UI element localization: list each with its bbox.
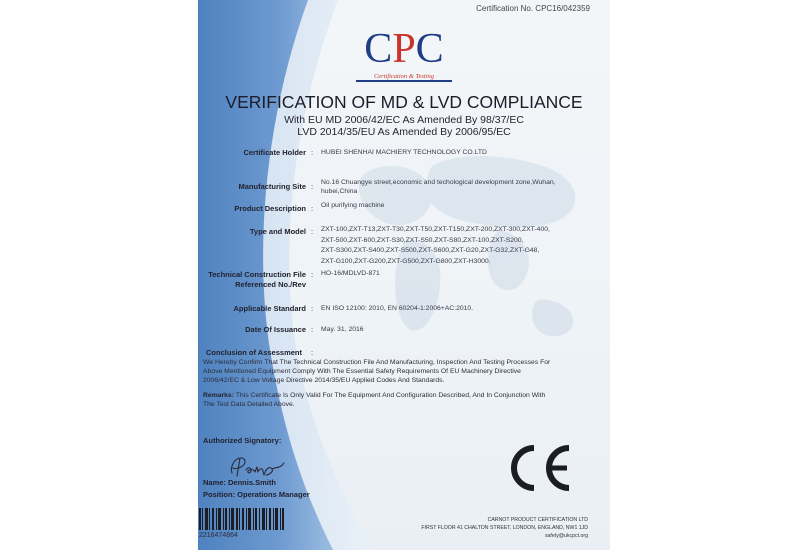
certificate-number: Certification No. CPC16/042359 xyxy=(476,4,590,13)
product-description-value: Oil purifying machine xyxy=(321,202,385,209)
colon: : xyxy=(311,348,314,357)
product-description-label: Product Description xyxy=(234,204,306,213)
logo-letter-c1: C xyxy=(364,26,393,72)
manufacturing-site-label: Manufacturing Site xyxy=(238,182,306,191)
signatory-name: Name: Dennis.Smith xyxy=(203,478,276,487)
value-line: ZXT-G100,ZXT-G200,ZXT-G500,ZXT-G800,ZXT-H3000. xyxy=(321,257,491,265)
certificate-holder-value: HUBEI SHENHAI MACHIERY TECHNOLOGY CO.LTD xyxy=(321,149,487,156)
colon: : xyxy=(311,227,314,236)
conclusion-line: Above Mentioned Equipment Comply With The Essential Safety Requirements Of EU Machinery Directive xyxy=(203,368,521,375)
conclusion-line: We Hereby Confirm That The Technical Construction File And Manufacturing, Inspection And Testing Processes For xyxy=(203,359,551,366)
subtitle-line: With EU MD 2006/42/EC As Amended By 98/37/EC xyxy=(284,114,524,126)
issuer-footer xyxy=(421,516,588,540)
signature-image xyxy=(226,453,288,481)
barcode-number: 2216474864 xyxy=(199,532,238,539)
manufacturing-site-value xyxy=(321,178,556,196)
value-line: ZXT-S300,ZXT-S400,ZXT-S500,ZXT-S600,ZXT-G20,ZXT-G32,ZXT-G48, xyxy=(321,247,540,254)
barcode-icon xyxy=(198,508,288,530)
logo-letter-p: P xyxy=(392,26,416,72)
value-line: ZXT-100,ZXT-T13,ZXT-T30,ZXT-T50,ZXT-T150,ZXT-200,ZXT-300,ZXT-400, xyxy=(321,226,550,233)
issuer-email: safety@ukcpct.org xyxy=(544,533,588,539)
authorized-signatory-label: Authorized Signatory: xyxy=(203,436,282,445)
document-title: VERIFICATION OF MD & LVD COMPLIANCE xyxy=(225,92,583,112)
value-line: ZXT-500,ZXT-600,ZXT-S30,ZXT-S50,ZXT-S80,ZXT-100,ZXT-S200, xyxy=(321,236,524,244)
ce-mark-icon xyxy=(501,440,579,496)
type-and-model-value xyxy=(321,225,550,267)
logo-subtitle: Certification & Testing xyxy=(373,73,435,80)
subtitle-line: LVD 2014/35/EU As Amended By 2006/95/EC xyxy=(297,126,511,138)
date-of-issuance-label: Date Of Issuance xyxy=(245,325,306,334)
cpc-logo xyxy=(198,28,610,70)
colon: : xyxy=(311,204,314,213)
logo-underline xyxy=(356,80,452,82)
colon: : xyxy=(311,304,314,313)
remarks-label: Remarks: xyxy=(203,392,234,399)
conclusion-line: 2006/42/EC & Low Voltage Directive 2014/35/EU Applied Codes And Standards. xyxy=(203,377,445,384)
document-subtitle xyxy=(198,114,610,138)
certificate xyxy=(198,0,610,550)
technical-construction-file-label xyxy=(198,270,306,290)
remarks-line: The Test Data Detailed Above. xyxy=(203,401,295,408)
issuer-address: FIRST FLOOR 41 CHALTON STREET, LONDON, ENGLAND, NW1 1JD xyxy=(421,525,588,531)
remarks-line-text: This Certificate Is Only Valid For The Equipment And Configuration Described, And In Conjunction With xyxy=(233,392,546,399)
applicable-standard-label: Applicable Standard xyxy=(233,304,306,313)
conclusion-text xyxy=(203,358,605,385)
colon: : xyxy=(311,148,314,157)
applicable-standard-value: EN ISO 12100: 2010, EN 60204-1:2006+AC:2010. xyxy=(321,305,474,312)
colon: : xyxy=(311,325,314,334)
technical-construction-file-value: HO-16/MDLVD-871 xyxy=(321,270,380,277)
remarks-line xyxy=(203,391,605,400)
signatory-position: Position: Operations Manager xyxy=(203,490,310,499)
remarks-text xyxy=(203,391,605,409)
issuer-company: CARNOT PRODUCT CERTIFICATION LTD xyxy=(487,517,588,523)
certificate-holder-label: Certificate Holder xyxy=(243,148,306,157)
conclusion-label: Conclusion of Assessment xyxy=(206,348,302,357)
label-line: Referenced No./Rev xyxy=(235,280,306,289)
colon: : xyxy=(311,270,314,279)
label-line: Technical Construction File xyxy=(208,270,306,279)
colon: : xyxy=(311,182,314,191)
value-line: No.16 Chuangye street,economic and techological development zone,Wuhan, xyxy=(321,179,556,186)
logo-letter-c2: C xyxy=(415,26,444,72)
type-and-model-label: Type and Model xyxy=(249,227,306,236)
value-line: hubei,China xyxy=(321,188,358,195)
date-of-issuance-value: May. 31, 2016 xyxy=(321,326,364,333)
